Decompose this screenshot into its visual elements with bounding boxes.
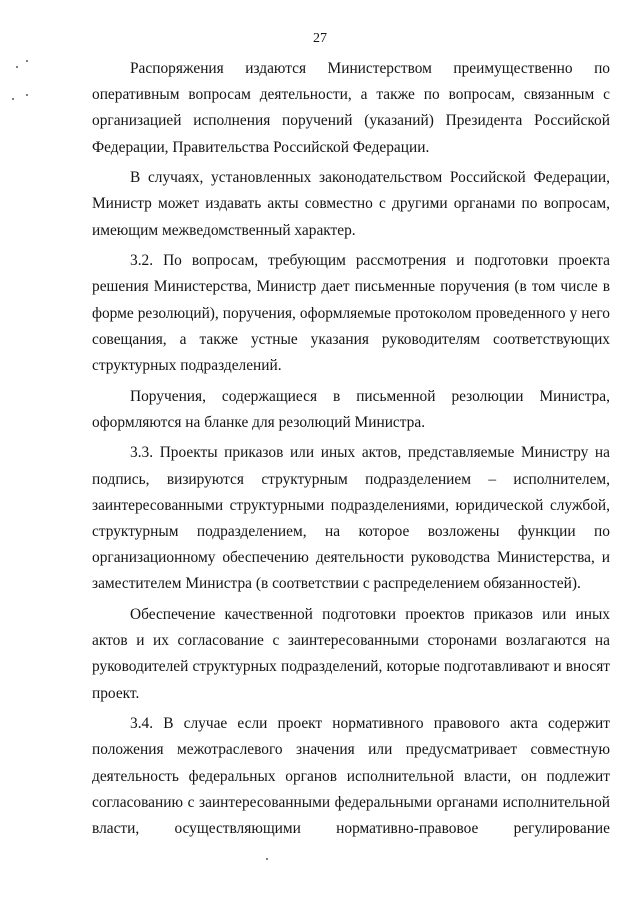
scan-speck — [26, 94, 28, 96]
paragraph-section-3-4: 3.4. В случае если проект нормативного правового акта содержит положения межотраслевого значения или предусматривает совместную деятельность федеральных органов исполнительной власти, он подлежит согласованию с заинтересованными федеральными органами исполнительной власти, осуществляющими нормативно-правовое регулирование — [92, 715, 610, 838]
scan-speck — [16, 66, 18, 68]
paragraph-section-3-3: 3.3. Проекты приказов или иных актов, представляемые Министру на подпись, визируются структурным подразделением – исполнителем, заинтересованными структурными подразделениями, юридической службой, структурным подразделением, на которое возложены функции по организационному обеспечению деятельности руководства Министерства, и заместителем Министра (в соответствии с распределением обязанностей). — [92, 444, 610, 593]
page-number: 27 — [313, 31, 327, 46]
paragraph-resolution-form: Поручения, содержащиеся в письменной резолюции Министра, оформляются на бланке для резолюций Министра. — [92, 387, 610, 431]
paragraph-quality-preparation: Обеспечение качественной подготовки проектов приказов или иных актов и их согласование с заинтересованными сторонами возлагаются на руководителей структурных подразделений, которые подготавливают и вносят проект. — [92, 606, 610, 702]
paragraph-joint-acts: В случаях, установленных законодательством Российской Федерации, Министр может издавать акты совместно с другими органами по вопросам, имеющим межведомственный характер. — [92, 169, 610, 239]
scan-speck — [12, 98, 14, 100]
scan-speck — [266, 858, 268, 860]
scan-speck — [26, 60, 28, 62]
document-body — [92, 56, 610, 842]
paragraph-orders-issued: Распоряжения издаются Министерством преимущественно по оперативным вопросам деятельности, а также по вопросам, связанным с организацией исполнения поручений (указаний) Президента Российской Федерации, Правительства Российской Федерации. — [92, 60, 610, 156]
paragraph-section-3-2: 3.2. По вопросам, требующим рассмотрения и подготовки проекта решения Министерства, Министр дает письменные поручения (в том числе в форме резолюций), поручения, оформляемые протоколом проведенного у него совещания, а также устные указания руководителям соответствующих структурных подразделений. — [92, 252, 610, 375]
